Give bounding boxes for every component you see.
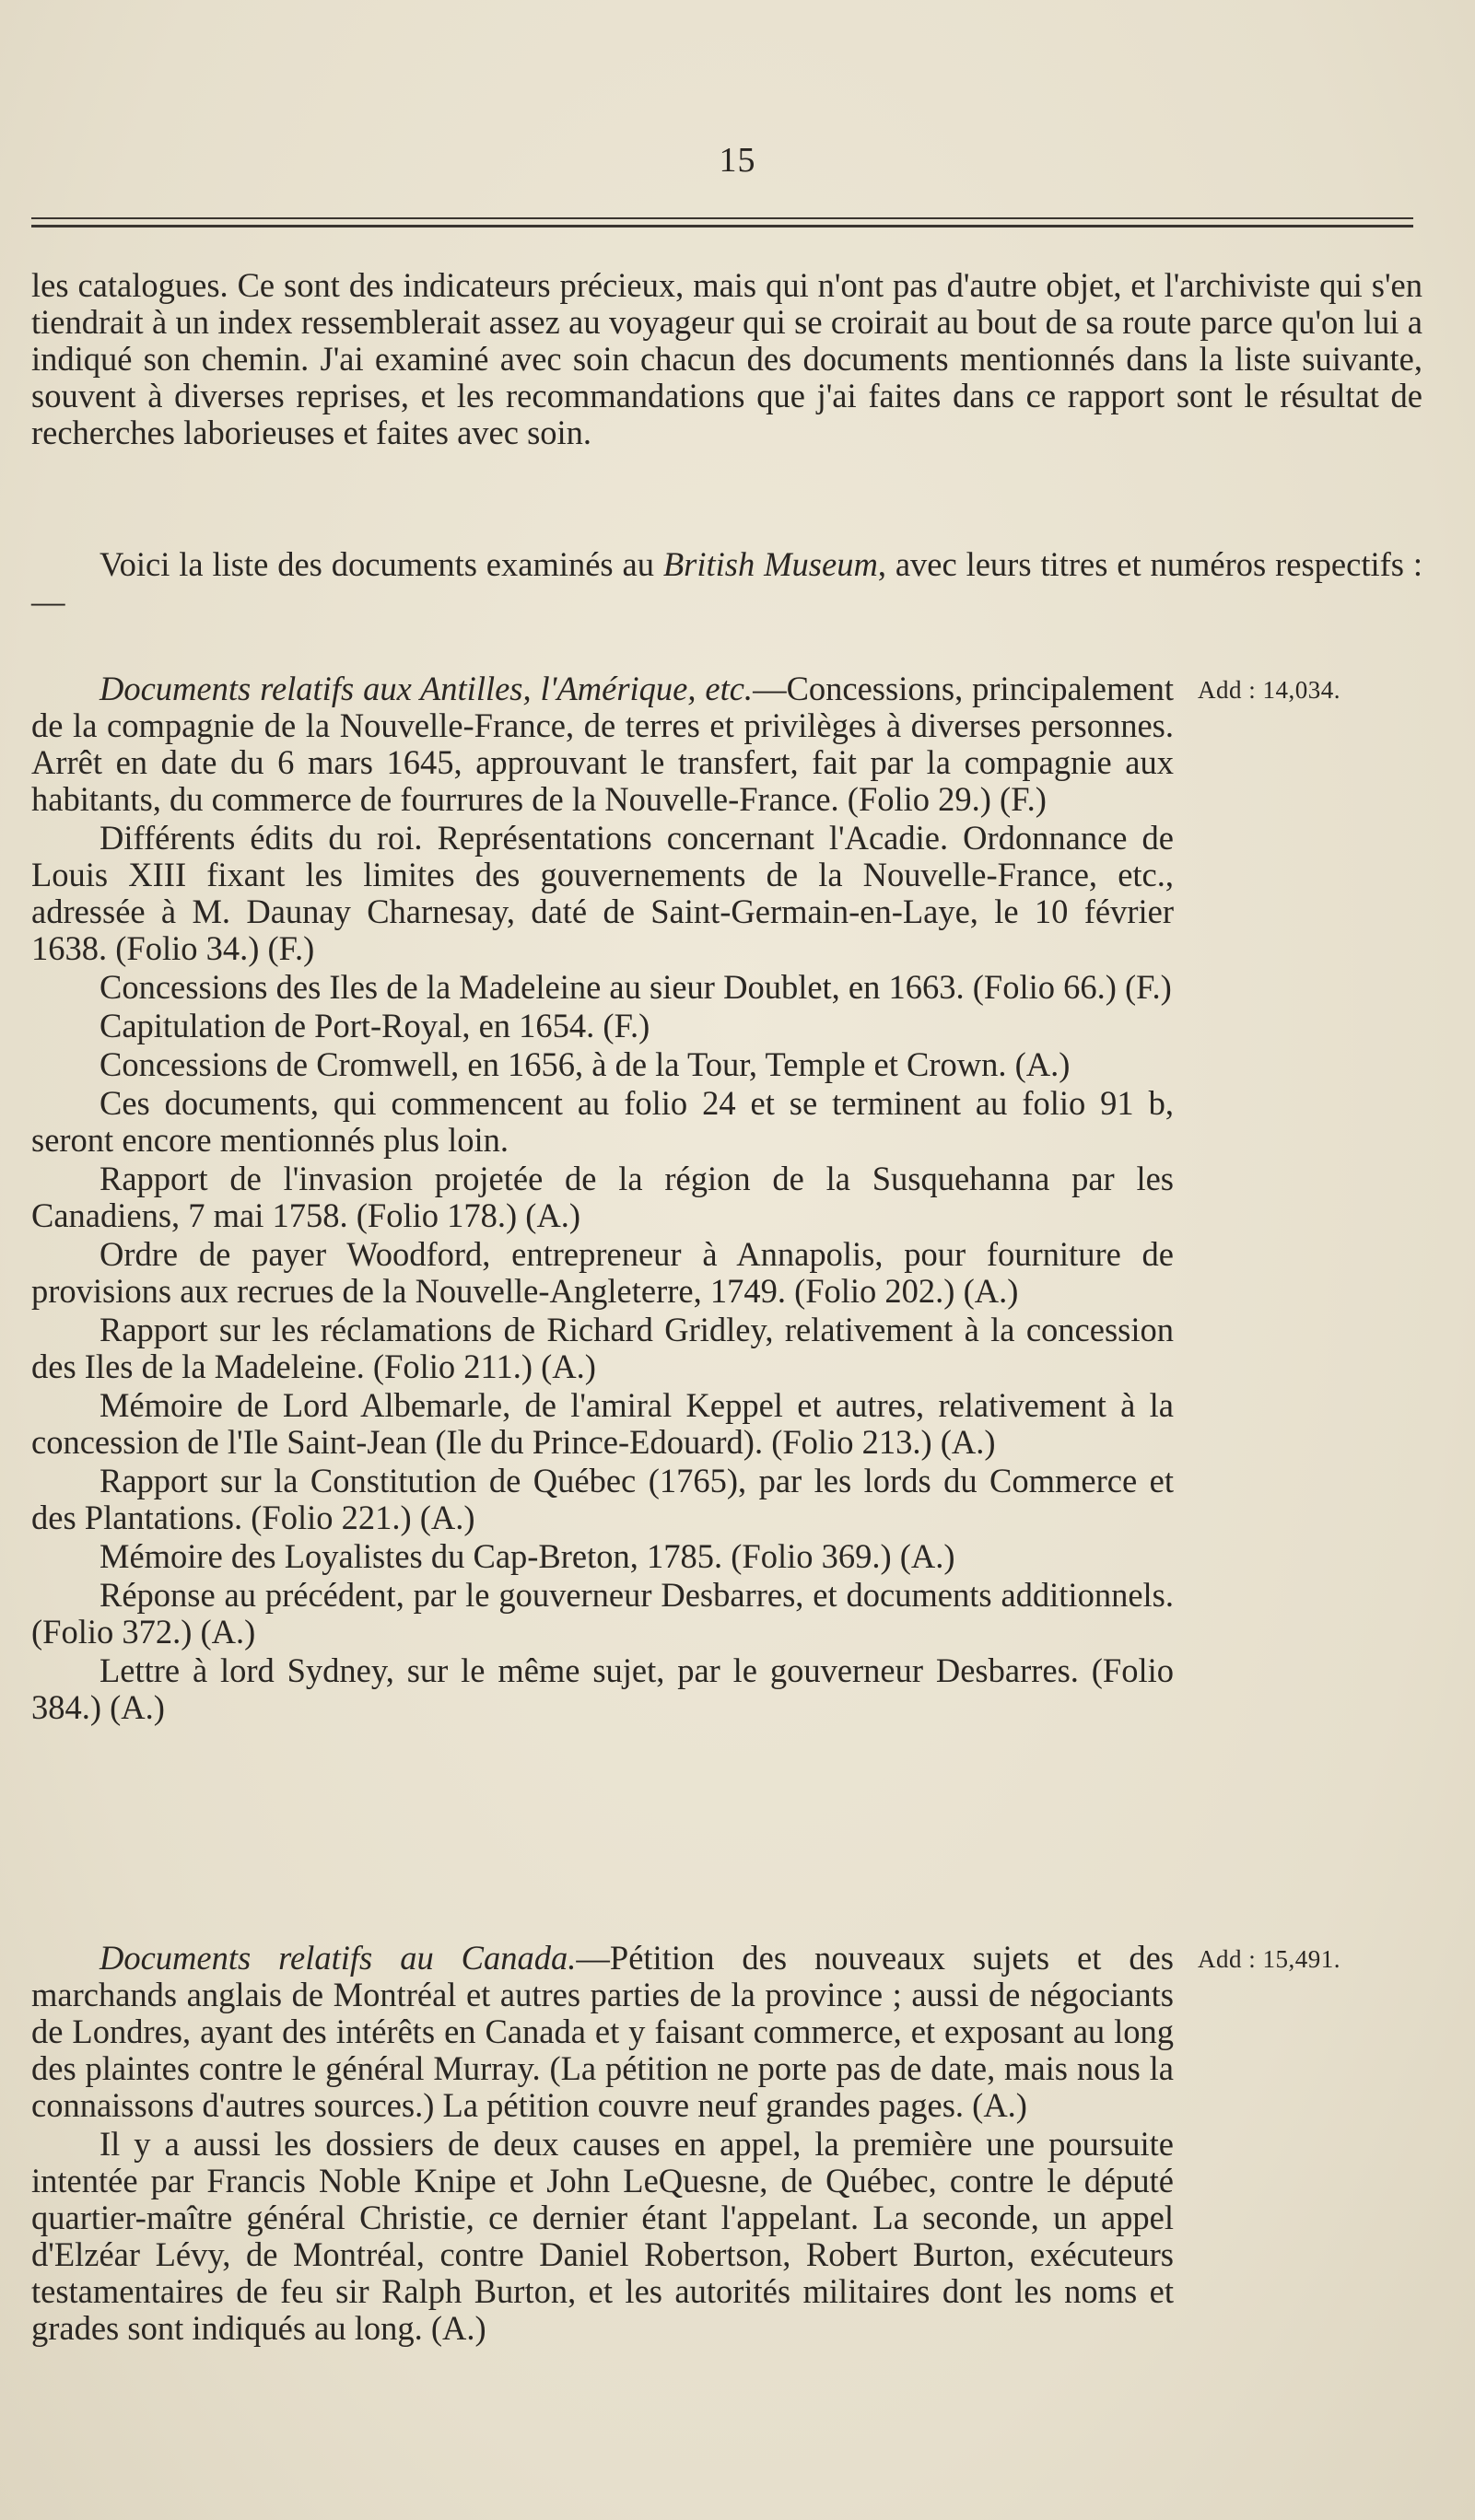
intro-paragraph [31,267,1422,451]
list-intro-text [31,546,1422,620]
section1-heading: Documents relatifs aux Antilles, l'Amérique, etc. [100,670,754,707]
section1-p2: Concessions des Iles de la Madeleine au sieur Doublet, en 1663. (Folio 66.) (F.) [100,968,1172,1006]
section1-p12: Réponse au précédent, par le gouverneur Desbarres, et documents additionnels. (Folio 372.) (A.) [31,1576,1174,1651]
section2-p0: —Pétition des nouveaux sujets et des marchands anglais de Montréal et autres parties de la province ; aussi de négociants de Londres, ayant des intérêts en Canada et y faisant commerce, et exposant au long des plaintes contre le général Murray. (La pétition ne porte pas de date, mais nous la connaissons d'autres sources.) La pétition couvre neuf grandes pages. (A.) [31,1939,1174,2124]
header-rule-top [31,217,1413,219]
section1-p7: Ordre de payer Woodford, entrepreneur à Annapolis, pour fourniture de provisions aux recrues de la Nouvelle-Angleterre, 1749. (Folio 202.) (A.) [31,1235,1174,1310]
section1-p11: Mémoire des Loyalistes du Cap-Breton, 1785. (Folio 369.) (A.) [100,1537,955,1575]
section2-first-paragraph [31,1940,1174,2124]
margin-ref-section2: Add : 15,491. [1198,1945,1340,1973]
list-intro-paragraph [31,546,1422,620]
header-rule-bottom [31,225,1413,228]
section1-p13: Lettre à lord Sydney, sur le même sujet, par le gouverneur Desbarres. (Folio 384.) (A.) [31,1651,1174,1726]
section1-p6: Rapport de l'invasion projetée de la région de la Susquehanna par les Canadiens, 7 mai 1758. (Folio 178.) (A.) [31,1160,1174,1234]
page-number: 15 [719,141,756,180]
section2-heading: Documents relatifs au Canada. [100,1939,577,1977]
section1-body [31,671,1174,1726]
margin-ref-section1: Add : 14,034. [1198,676,1340,704]
list-intro-a: Voici la liste des documents examinés au [100,545,663,583]
section1-p10: Rapport sur la Constitution de Québec (1765), par les lords du Commerce et des Plantations. (Folio 221.) (A.) [31,1462,1174,1536]
section2-p1: Il y a aussi les dossiers de deux causes en appel, la première une poursuite intentée par Francis Noble Knipe et John LeQuesne, de Québec, contre le député quartier-maître général Christie, ce dernier étant l'appelant. La seconde, un appel d'Elzéar Lévy, de Montréal, contre Daniel Robertson, Robert Burton, exécuteurs testamentaires de feu sir Ralph Burton, et les autorités militaires dont les noms et grades sont indiqués au long. (A.) [31,2125,1174,2347]
section1-p1: Différents édits du roi. Représentations concernant l'Acadie. Ordonnance de Louis XIII fixant les limites des gouvernements de la Nouvelle-France, etc., adressée à M. Daunay Charnesay, daté de Saint-Germain-en-Laye, le 10 février 1638. (Folio 34.) (F.) [31,819,1174,967]
section1-p0: —Concessions, principalement de la compagnie de la Nouvelle-France, de terres et privilèges à diverses personnes. Arrêt en date du 6 mars 1645, approuvant le transfert, fait par la compagnie aux habitants, du commerce de fourrures de la Nouvelle-France. (Folio 29.) (F.) [31,670,1174,818]
section1-first-paragraph [31,671,1174,818]
intro-text: les catalogues. Ce sont des indicateurs précieux, mais qui n'ont pas d'autre objet, et l'archiviste qui s'en tiendrait à un index ressemblerait assez au voyageur qui se croirait au bout de sa route parce qu'on lui a indiqué son chemin. J'ai examiné avec soin chacun des documents mentionnés dans la liste suivante, souvent à diverses reprises, et les recommandations que j'ai faites dans ce rapport sont le résultat de recherches laborieuses et faites avec soin. [31,266,1422,451]
section1-p8: Rapport sur les réclamations de Richard Gridley, relativement à la concession des Iles de la Madeleine. (Folio 211.) (A.) [31,1311,1174,1385]
section1-p5: Ces documents, qui commencent au folio 24 et se terminent au folio 91 b, seront encore mentionnés plus loin. [31,1084,1174,1159]
section2-body [31,1940,1174,2347]
section1-p3: Capitulation de Port-Royal, en 1654. (F.) [100,1007,650,1044]
list-intro-b: , avec leurs titres et numéros respectifs :— [31,545,1422,620]
section1-p9: Mémoire de Lord Albemarle, de l'amiral Keppel et autres, relativement à la concession de l'Ile Saint-Jean (Ile du Prince-Edouard). (Folio 213.) (A.) [31,1386,1174,1461]
section1-p4: Concessions de Cromwell, en 1656, à de la Tour, Temple et Crown. (A.) [100,1045,1071,1083]
list-intro-italic: British Museum [662,545,878,583]
